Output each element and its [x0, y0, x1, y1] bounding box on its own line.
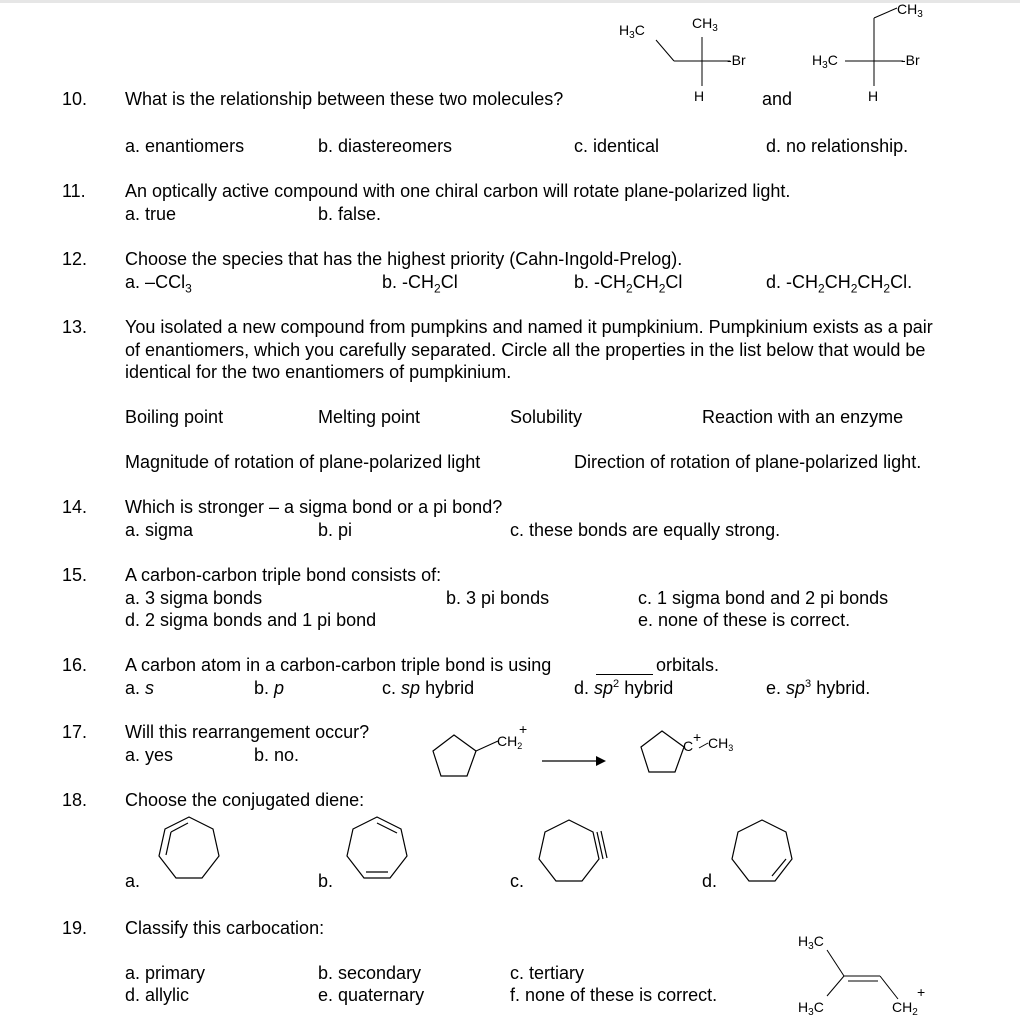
- q10-option-c[interactable]: c. identical: [574, 136, 660, 156]
- q19-bond-bottom: [827, 976, 844, 996]
- q11-option-a[interactable]: a. true: [125, 204, 177, 224]
- q12-option-d[interactable]: d. $-CH_2CH_2CH_2Cl$.: [766, 272, 913, 296]
- q10-m1-br: -Br: [727, 52, 746, 68]
- q10-connector: and: [762, 89, 793, 109]
- q19-bond-cation: [880, 976, 898, 999]
- q14-number: 14.: [62, 497, 88, 517]
- q18-option-a[interactable]: a.: [125, 871, 141, 891]
- q13-property-solubility[interactable]: Solubility: [510, 407, 583, 427]
- q14-option-b[interactable]: b. pi: [318, 520, 353, 540]
- q12-option-a[interactable]: a. –CCl$_3$: [125, 272, 192, 296]
- q19-option-d[interactable]: d. allylic: [125, 985, 190, 1005]
- q10-m2-h3c: $H_3C$: [812, 52, 838, 71]
- q17-reactant-label: $CH_2$: [497, 733, 523, 751]
- q19-cation-charge: +: [917, 984, 926, 1000]
- q14-prompt: Which is stronger – a sigma bond or a pi bond?: [125, 497, 503, 517]
- q14-option-a[interactable]: a. sigma: [125, 520, 194, 540]
- q12-option-c[interactable]: b. $-CH_2CH_2Cl$: [574, 272, 683, 296]
- q16-option-d-letter: d.: [574, 678, 590, 698]
- q11-number: 11.: [62, 181, 86, 201]
- q10-m2-br: -Br: [901, 52, 920, 68]
- q10-option-b[interactable]: b. diastereomers: [318, 136, 453, 156]
- q16-option-e-text: sp: [786, 678, 806, 698]
- q13-property-enzyme[interactable]: Reaction with an enzyme: [702, 407, 904, 427]
- q10-prompt: What is the relationship between these two molecules?: [125, 89, 564, 109]
- q17-prompt: Will this rearrangement occur?: [125, 722, 370, 742]
- q19-option-e[interactable]: e. quaternary: [318, 985, 425, 1005]
- q17-product-carbon: C: [683, 738, 694, 754]
- q16-option-a-text: s: [145, 678, 155, 698]
- q16-option-c-letter: c.: [382, 678, 397, 698]
- q11-option-b[interactable]: b. false.: [318, 204, 382, 224]
- q10-m1-h3c: $H_3C$: [619, 22, 645, 41]
- q10-option-d[interactable]: d. no relationship.: [766, 136, 909, 156]
- q10-number: 10.: [62, 89, 88, 109]
- q19-option-f[interactable]: f. none of these is correct.: [510, 985, 718, 1005]
- q17-option-a[interactable]: a. yes: [125, 745, 174, 765]
- q13-prompt-line-2: of enantiomers, which you carefully separated. Circle all the properties in the list below that would be: [125, 340, 926, 360]
- q19-prompt: Classify this carbocation:: [125, 918, 325, 938]
- q16-number: 16.: [62, 655, 88, 675]
- q12-number: 12.: [62, 249, 88, 269]
- q12-option-b[interactable]: b. $-CH_2Cl$: [382, 272, 458, 296]
- q16-option-e-sup: 3: [805, 678, 812, 690]
- q13-number: 13.: [62, 317, 88, 337]
- q10-option-a[interactable]: a. enantiomers: [125, 136, 245, 156]
- q17-product-charge: +: [693, 729, 702, 745]
- q17-product-methyl: $CH_3$: [708, 735, 734, 753]
- q18-prompt: Choose the conjugated diene:: [125, 790, 365, 810]
- q16-option-a-letter: a.: [125, 678, 141, 698]
- q18-option-b[interactable]: b.: [318, 871, 334, 891]
- q15-option-c[interactable]: c. 1 sigma bond and 2 pi bonds: [638, 588, 889, 608]
- q13-prompt-line-1: You isolated a new compound from pumpkins and named it pumpkinium. Pumpkinium exists as a pair: [125, 317, 933, 337]
- q19-option-a[interactable]: a. primary: [125, 963, 206, 983]
- q17-number: 17.: [62, 722, 88, 742]
- q19-bond-top: [827, 950, 844, 976]
- q15-prompt: A carbon-carbon triple bond consists of:: [125, 565, 442, 585]
- q15-option-a[interactable]: a. 3 sigma bonds: [125, 588, 263, 608]
- q16-option-b-text: p: [274, 678, 285, 698]
- q16-option-c-suffix: hybrid: [425, 678, 475, 698]
- q13-property-boiling[interactable]: Boiling point: [125, 407, 224, 427]
- q13-prompt-line-3: identical for the two enantiomers of pumpkinium.: [125, 362, 512, 382]
- q10-m1-h: H: [694, 88, 705, 104]
- q11-prompt: An optically active compound with one chiral carbon will rotate plane-polarized light.: [125, 181, 791, 201]
- q18-number: 18.: [62, 790, 88, 810]
- q12-prompt: Choose the species that has the highest priority (Cahn-Ingold-Prelog).: [125, 249, 683, 269]
- q16-option-b-letter: b.: [254, 678, 270, 698]
- q10-m1-ch3: $CH_3$: [692, 15, 718, 34]
- q13-property-melting[interactable]: Melting point: [318, 407, 421, 427]
- q15-option-d[interactable]: d. 2 sigma bonds and 1 pi bond: [125, 610, 377, 630]
- q16-prompt-end: orbitals.: [656, 655, 720, 675]
- q19-option-c[interactable]: c. tertiary: [510, 963, 585, 983]
- q16-option-e-suffix: hybrid.: [816, 678, 871, 698]
- q16-option-d-suffix: hybrid: [624, 678, 674, 698]
- q15-option-e[interactable]: e. none of these is correct.: [638, 610, 851, 630]
- q15-option-b[interactable]: b. 3 pi bonds: [446, 588, 550, 608]
- q14-option-c[interactable]: c. these bonds are equally strong.: [510, 520, 781, 540]
- q19-option-b[interactable]: b. secondary: [318, 963, 422, 983]
- q19-cation-label: $CH_2$: [892, 999, 918, 1018]
- q19-bottom-methyl: $H_3C$: [798, 999, 824, 1018]
- q19-top-methyl: $H_3C$: [798, 933, 824, 952]
- q13-property-direction[interactable]: Direction of rotation of plane-polarized light.: [574, 452, 922, 472]
- q19-number: 19.: [62, 918, 88, 938]
- q18-option-d[interactable]: d.: [702, 871, 718, 891]
- q16-option-c-text: sp: [401, 678, 421, 698]
- q16-option-d-text: sp: [594, 678, 614, 698]
- q17-reactant-charge: +: [519, 721, 528, 737]
- q16-option-e-letter: e.: [766, 678, 782, 698]
- q18-option-c[interactable]: c.: [510, 871, 525, 891]
- q16-prompt-start: A carbon atom in a carbon-carbon triple bond is using: [125, 655, 552, 675]
- q15-number: 15.: [62, 565, 88, 585]
- q17-option-b[interactable]: b. no.: [254, 745, 300, 765]
- q16-option-d-sup: 2: [613, 678, 620, 690]
- q10-m2-h: H: [868, 88, 879, 104]
- q10-m2-ch3: $CH_3$: [897, 1, 923, 20]
- q13-property-magnitude[interactable]: Magnitude of rotation of plane-polarized light: [125, 452, 481, 472]
